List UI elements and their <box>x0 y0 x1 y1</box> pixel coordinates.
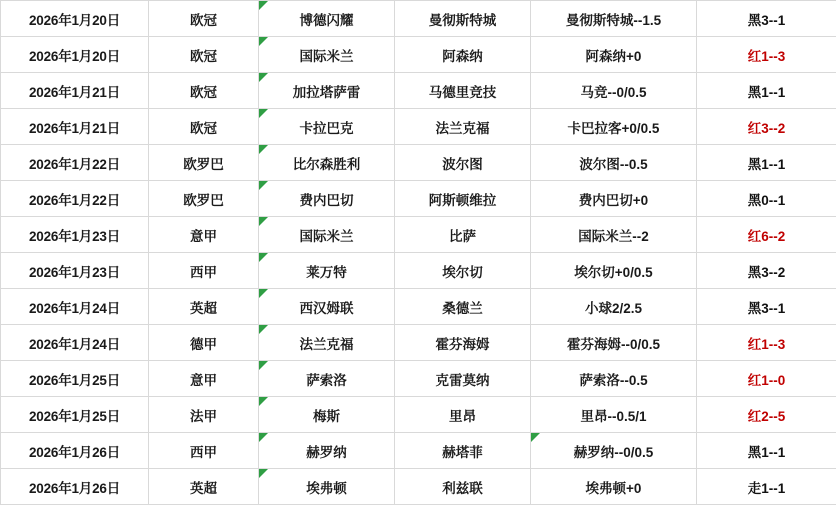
league-name: 欧罗巴 <box>149 181 259 217</box>
league-name: 英超 <box>149 469 259 505</box>
away-team: 比萨 <box>395 217 531 253</box>
handicap-pick: 霍芬海姆--0/0.5 <box>531 325 697 361</box>
league-name: 欧罗巴 <box>149 145 259 181</box>
home-team: 卡拉巴克 <box>259 109 395 145</box>
handicap-pick: 萨索洛--0.5 <box>531 361 697 397</box>
home-team: 赫罗纳 <box>259 433 395 469</box>
handicap-pick: 小球2/2.5 <box>531 289 697 325</box>
home-team: 法兰克福 <box>259 325 395 361</box>
match-date: 2026年1月25日 <box>1 361 149 397</box>
match-result: 红3--2 <box>697 109 836 145</box>
league-name: 欧冠 <box>149 37 259 73</box>
away-team: 曼彻斯特城 <box>395 1 531 37</box>
match-result: 黑3--1 <box>697 1 836 37</box>
match-date: 2026年1月24日 <box>1 325 149 361</box>
handicap-pick: 里昂--0.5/1 <box>531 397 697 433</box>
table-row <box>1 37 836 73</box>
away-team: 里昂 <box>395 397 531 433</box>
match-result: 走1--1 <box>697 469 836 505</box>
league-name: 欧冠 <box>149 109 259 145</box>
away-team: 阿森纳 <box>395 37 531 73</box>
handicap-pick: 赫罗纳--0/0.5 <box>531 433 697 469</box>
table-row <box>1 217 836 253</box>
handicap-pick: 国际米兰--2 <box>531 217 697 253</box>
home-team: 莱万特 <box>259 253 395 289</box>
league-name: 西甲 <box>149 433 259 469</box>
match-date: 2026年1月23日 <box>1 217 149 253</box>
table-row <box>1 181 836 217</box>
handicap-pick: 波尔图--0.5 <box>531 145 697 181</box>
table-row <box>1 361 836 397</box>
table-row <box>1 325 836 361</box>
home-team: 国际米兰 <box>259 217 395 253</box>
handicap-pick: 费内巴切+0 <box>531 181 697 217</box>
league-name: 欧冠 <box>149 1 259 37</box>
home-team: 国际米兰 <box>259 37 395 73</box>
home-team: 费内巴切 <box>259 181 395 217</box>
match-date: 2026年1月20日 <box>1 37 149 73</box>
match-result: 红2--5 <box>697 397 836 433</box>
away-team: 波尔图 <box>395 145 531 181</box>
table-row <box>1 145 836 181</box>
away-team: 霍芬海姆 <box>395 325 531 361</box>
handicap-pick: 埃弗顿+0 <box>531 469 697 505</box>
league-name: 西甲 <box>149 253 259 289</box>
home-team: 埃弗顿 <box>259 469 395 505</box>
match-result: 红6--2 <box>697 217 836 253</box>
match-result: 黑1--1 <box>697 433 836 469</box>
away-team: 法兰克福 <box>395 109 531 145</box>
table-row <box>1 253 836 289</box>
league-name: 欧冠 <box>149 73 259 109</box>
table-row <box>1 109 836 145</box>
match-date: 2026年1月24日 <box>1 289 149 325</box>
away-team: 克雷莫纳 <box>395 361 531 397</box>
match-result: 黑1--1 <box>697 145 836 181</box>
match-result: 黑1--1 <box>697 73 836 109</box>
table-row <box>1 1 836 37</box>
away-team: 埃尔切 <box>395 253 531 289</box>
handicap-pick: 埃尔切+0/0.5 <box>531 253 697 289</box>
home-team: 西汉姆联 <box>259 289 395 325</box>
table-body <box>1 1 836 505</box>
match-date: 2026年1月22日 <box>1 181 149 217</box>
match-result: 黑3--1 <box>697 289 836 325</box>
away-team: 利兹联 <box>395 469 531 505</box>
home-team: 梅斯 <box>259 397 395 433</box>
league-name: 英超 <box>149 289 259 325</box>
league-name: 意甲 <box>149 217 259 253</box>
handicap-pick: 阿森纳+0 <box>531 37 697 73</box>
league-name: 法甲 <box>149 397 259 433</box>
match-result: 黑0--1 <box>697 181 836 217</box>
match-date: 2026年1月20日 <box>1 1 149 37</box>
match-date: 2026年1月21日 <box>1 109 149 145</box>
table-row <box>1 289 836 325</box>
handicap-pick: 马竞--0/0.5 <box>531 73 697 109</box>
table-row <box>1 469 836 505</box>
home-team: 加拉塔萨雷 <box>259 73 395 109</box>
match-date: 2026年1月22日 <box>1 145 149 181</box>
league-name: 德甲 <box>149 325 259 361</box>
table-row <box>1 397 836 433</box>
handicap-pick: 卡巴拉客+0/0.5 <box>531 109 697 145</box>
match-result: 黑3--2 <box>697 253 836 289</box>
match-date: 2026年1月21日 <box>1 73 149 109</box>
match-date: 2026年1月26日 <box>1 469 149 505</box>
away-team: 马德里竞技 <box>395 73 531 109</box>
match-date: 2026年1月25日 <box>1 397 149 433</box>
away-team: 赫塔菲 <box>395 433 531 469</box>
match-date: 2026年1月23日 <box>1 253 149 289</box>
league-name: 意甲 <box>149 361 259 397</box>
home-team: 比尔森胜利 <box>259 145 395 181</box>
handicap-pick: 曼彻斯特城--1.5 <box>531 1 697 37</box>
home-team: 博德闪耀 <box>259 1 395 37</box>
away-team: 桑德兰 <box>395 289 531 325</box>
match-date: 2026年1月26日 <box>1 433 149 469</box>
table-row <box>1 73 836 109</box>
home-team: 萨索洛 <box>259 361 395 397</box>
away-team: 阿斯顿维拉 <box>395 181 531 217</box>
match-result: 红1--3 <box>697 325 836 361</box>
match-result: 红1--3 <box>697 37 836 73</box>
table-row <box>1 433 836 469</box>
match-result: 红1--0 <box>697 361 836 397</box>
